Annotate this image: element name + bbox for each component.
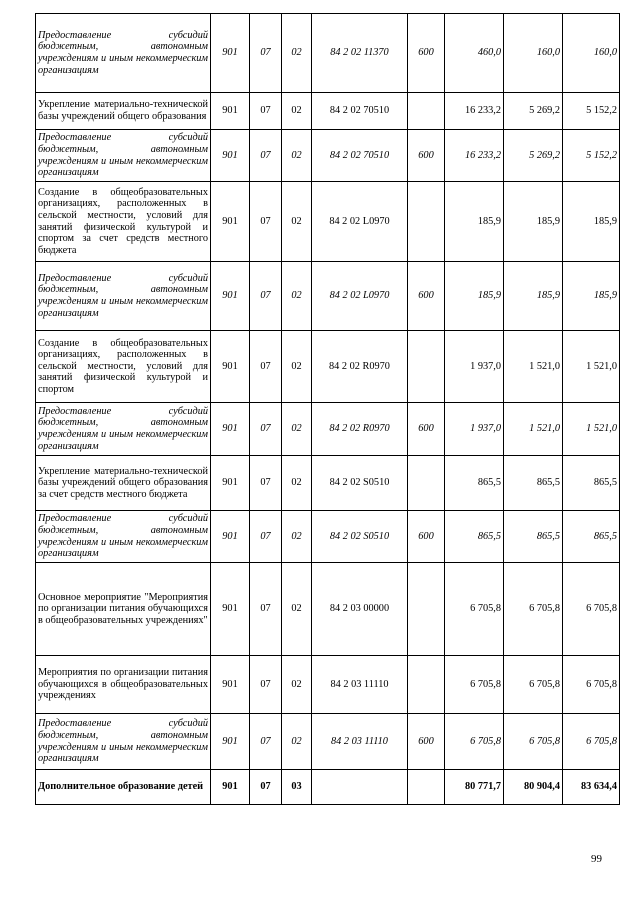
cell-subsection: 02 bbox=[282, 563, 312, 656]
cell-amount-2: 160,0 bbox=[504, 14, 563, 93]
cell-section: 07 bbox=[250, 403, 282, 456]
table-row bbox=[36, 331, 620, 403]
cell-amount-1: 6 705,8 bbox=[445, 656, 504, 714]
cell-section: 07 bbox=[250, 14, 282, 93]
cell-section: 07 bbox=[250, 563, 282, 656]
cell-name: Укрепление материально-технической базы учреждений общего образования bbox=[36, 93, 211, 130]
cell-section: 07 bbox=[250, 262, 282, 331]
cell-ministry-code: 901 bbox=[211, 456, 250, 511]
cell-amount-2: 5 269,2 bbox=[504, 93, 563, 130]
cell-target-article: 84 2 03 11110 bbox=[312, 714, 408, 770]
cell-subsection: 03 bbox=[282, 770, 312, 805]
cell-amount-3: 6 705,8 bbox=[563, 714, 620, 770]
cell-amount-2: 185,9 bbox=[504, 262, 563, 331]
cell-section: 07 bbox=[250, 93, 282, 130]
table-row bbox=[36, 130, 620, 182]
table-row bbox=[36, 93, 620, 130]
cell-amount-3: 1 521,0 bbox=[563, 331, 620, 403]
cell-name: Дополнительное образование детей bbox=[36, 770, 211, 805]
cell-amount-3: 6 705,8 bbox=[563, 656, 620, 714]
cell-amount-1: 16 233,2 bbox=[445, 130, 504, 182]
cell-amount-1: 1 937,0 bbox=[445, 403, 504, 456]
cell-name: Предоставление субсидий бюджетным, автономным учреждениям и иным некоммерческим организациям bbox=[36, 511, 211, 563]
page-number: 99 bbox=[591, 853, 602, 865]
cell-ministry-code: 901 bbox=[211, 403, 250, 456]
cell-amount-1: 185,9 bbox=[445, 262, 504, 331]
cell-amount-1: 6 705,8 bbox=[445, 563, 504, 656]
cell-name: Предоставление субсидий бюджетным, автономным учреждениям и иным некоммерческим организациям bbox=[36, 14, 211, 93]
cell-expense-type bbox=[408, 456, 445, 511]
cell-name: Предоставление субсидий бюджетным, автономным учреждениям и иным некоммерческим организациям bbox=[36, 714, 211, 770]
cell-ministry-code: 901 bbox=[211, 770, 250, 805]
cell-amount-1: 6 705,8 bbox=[445, 714, 504, 770]
cell-ministry-code: 901 bbox=[211, 14, 250, 93]
cell-ministry-code: 901 bbox=[211, 656, 250, 714]
cell-ministry-code: 901 bbox=[211, 130, 250, 182]
cell-target-article: 84 2 02 R0970 bbox=[312, 331, 408, 403]
cell-ministry-code: 901 bbox=[211, 714, 250, 770]
cell-expense-type bbox=[408, 563, 445, 656]
cell-name: Предоставление субсидий бюджетным, автономным учреждениям и иным некоммерческим организациям bbox=[36, 262, 211, 331]
cell-subsection: 02 bbox=[282, 14, 312, 93]
cell-subsection: 02 bbox=[282, 714, 312, 770]
cell-name: Создание в общеобразовательных организациях, расположенных в сельской местности, условий для занятий физической культурой и спортом за счет средств местного бюджета bbox=[36, 182, 211, 262]
cell-subsection: 02 bbox=[282, 262, 312, 331]
table-row bbox=[36, 563, 620, 656]
cell-amount-3: 160,0 bbox=[563, 14, 620, 93]
cell-section: 07 bbox=[250, 331, 282, 403]
cell-expense-type bbox=[408, 656, 445, 714]
cell-section: 07 bbox=[250, 656, 282, 714]
cell-amount-1: 865,5 bbox=[445, 511, 504, 563]
table-row bbox=[36, 714, 620, 770]
table-body bbox=[36, 14, 620, 805]
cell-target-article: 84 2 02 11370 bbox=[312, 14, 408, 93]
cell-expense-type: 600 bbox=[408, 262, 445, 331]
cell-amount-1: 460,0 bbox=[445, 14, 504, 93]
table-row bbox=[36, 511, 620, 563]
cell-ministry-code: 901 bbox=[211, 262, 250, 331]
cell-expense-type: 600 bbox=[408, 714, 445, 770]
table-row bbox=[36, 770, 620, 805]
table-row bbox=[36, 14, 620, 93]
cell-amount-2: 865,5 bbox=[504, 456, 563, 511]
cell-ministry-code: 901 bbox=[211, 511, 250, 563]
cell-expense-type bbox=[408, 331, 445, 403]
cell-subsection: 02 bbox=[282, 331, 312, 403]
cell-subsection: 02 bbox=[282, 511, 312, 563]
cell-amount-1: 185,9 bbox=[445, 182, 504, 262]
table-row bbox=[36, 262, 620, 331]
cell-target-article: 84 2 02 L0970 bbox=[312, 182, 408, 262]
cell-amount-2: 6 705,8 bbox=[504, 563, 563, 656]
cell-name: Мероприятия по организации питания обучающихся в общеобразовательных учреждениях bbox=[36, 656, 211, 714]
cell-amount-3: 185,9 bbox=[563, 262, 620, 331]
cell-amount-2: 6 705,8 bbox=[504, 656, 563, 714]
cell-amount-2: 1 521,0 bbox=[504, 403, 563, 456]
cell-expense-type: 600 bbox=[408, 511, 445, 563]
table-row bbox=[36, 656, 620, 714]
cell-amount-2: 80 904,4 bbox=[504, 770, 563, 805]
cell-amount-2: 865,5 bbox=[504, 511, 563, 563]
cell-ministry-code: 901 bbox=[211, 182, 250, 262]
cell-section: 07 bbox=[250, 130, 282, 182]
cell-section: 07 bbox=[250, 456, 282, 511]
cell-expense-type: 600 bbox=[408, 403, 445, 456]
cell-amount-3: 865,5 bbox=[563, 511, 620, 563]
cell-amount-3: 5 152,2 bbox=[563, 93, 620, 130]
cell-expense-type bbox=[408, 182, 445, 262]
cell-amount-1: 1 937,0 bbox=[445, 331, 504, 403]
cell-target-article: 84 2 02 R0970 bbox=[312, 403, 408, 456]
cell-subsection: 02 bbox=[282, 182, 312, 262]
cell-ministry-code: 901 bbox=[211, 93, 250, 130]
table-row bbox=[36, 403, 620, 456]
cell-amount-1: 16 233,2 bbox=[445, 93, 504, 130]
cell-expense-type bbox=[408, 770, 445, 805]
cell-amount-3: 6 705,8 bbox=[563, 563, 620, 656]
cell-amount-2: 6 705,8 bbox=[504, 714, 563, 770]
cell-name: Укрепление материально-технической базы учреждений общего образования за счет средств местного бюджета bbox=[36, 456, 211, 511]
cell-target-article: 84 2 02 70510 bbox=[312, 130, 408, 182]
cell-amount-1: 865,5 bbox=[445, 456, 504, 511]
table-row bbox=[36, 182, 620, 262]
cell-ministry-code: 901 bbox=[211, 331, 250, 403]
cell-target-article: 84 2 02 70510 bbox=[312, 93, 408, 130]
cell-name: Предоставление субсидий бюджетным, автономным учреждениям и иным некоммерческим организациям bbox=[36, 403, 211, 456]
cell-expense-type: 600 bbox=[408, 130, 445, 182]
cell-subsection: 02 bbox=[282, 456, 312, 511]
cell-amount-2: 1 521,0 bbox=[504, 331, 563, 403]
cell-amount-1: 80 771,7 bbox=[445, 770, 504, 805]
cell-amount-3: 1 521,0 bbox=[563, 403, 620, 456]
cell-target-article: 84 2 03 00000 bbox=[312, 563, 408, 656]
cell-amount-3: 83 634,4 bbox=[563, 770, 620, 805]
cell-amount-2: 5 269,2 bbox=[504, 130, 563, 182]
cell-subsection: 02 bbox=[282, 93, 312, 130]
cell-section: 07 bbox=[250, 511, 282, 563]
cell-subsection: 02 bbox=[282, 403, 312, 456]
cell-expense-type: 600 bbox=[408, 14, 445, 93]
cell-amount-3: 865,5 bbox=[563, 456, 620, 511]
cell-target-article: 84 2 02 L0970 bbox=[312, 262, 408, 331]
cell-expense-type bbox=[408, 93, 445, 130]
cell-target-article: 84 2 03 11110 bbox=[312, 656, 408, 714]
cell-target-article: 84 2 02 S0510 bbox=[312, 456, 408, 511]
cell-section: 07 bbox=[250, 714, 282, 770]
cell-target-article bbox=[312, 770, 408, 805]
cell-name: Основное мероприятие "Мероприятия по организации питания обучающихся в общеобразовательных учреждениях" bbox=[36, 563, 211, 656]
cell-section: 07 bbox=[250, 182, 282, 262]
cell-section: 07 bbox=[250, 770, 282, 805]
cell-subsection: 02 bbox=[282, 130, 312, 182]
cell-subsection: 02 bbox=[282, 656, 312, 714]
budget-table bbox=[35, 13, 620, 805]
cell-name: Предоставление субсидий бюджетным, автономным учреждениям и иным некоммерческим организациям bbox=[36, 130, 211, 182]
cell-name: Создание в общеобразовательных организациях, расположенных в сельской местности, условий для занятий физической культурой и спортом bbox=[36, 331, 211, 403]
cell-amount-3: 185,9 bbox=[563, 182, 620, 262]
cell-ministry-code: 901 bbox=[211, 563, 250, 656]
cell-amount-3: 5 152,2 bbox=[563, 130, 620, 182]
cell-target-article: 84 2 02 S0510 bbox=[312, 511, 408, 563]
table-row bbox=[36, 456, 620, 511]
cell-amount-2: 185,9 bbox=[504, 182, 563, 262]
